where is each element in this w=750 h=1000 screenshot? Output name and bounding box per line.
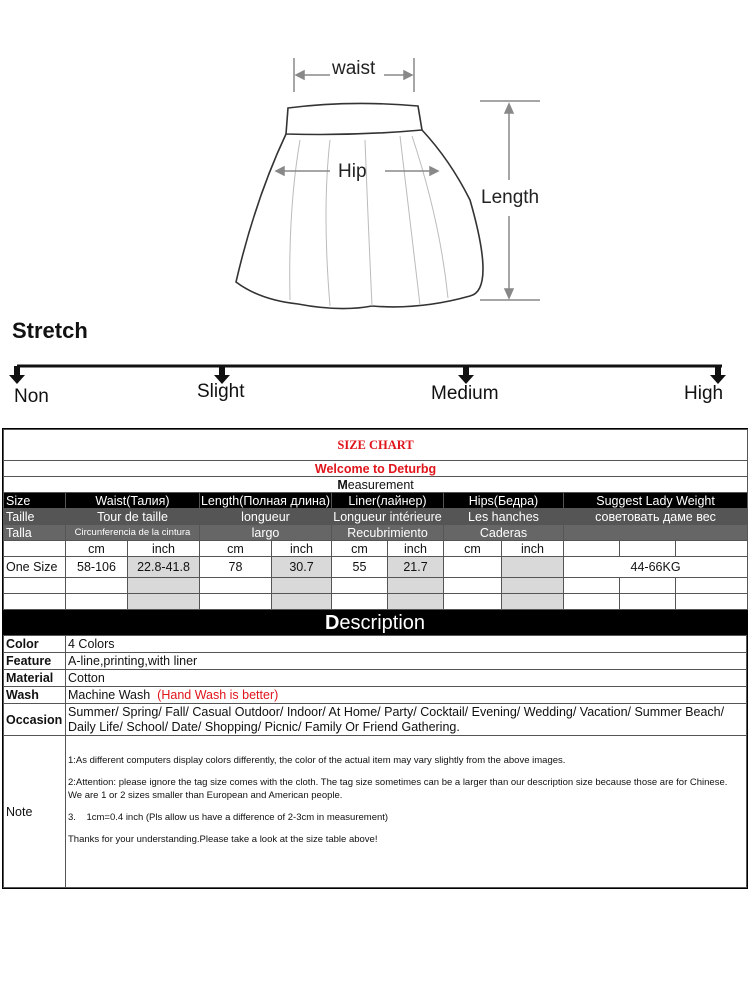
welcome-text: Welcome to Deturbg [4,461,748,477]
description-header: Description [3,610,747,635]
stretch-label-high: High [684,383,724,404]
size-table [3,429,748,610]
stretch-label-medium: Medium [431,383,499,404]
color-row [4,636,747,653]
table-row [4,594,748,610]
material-value: Cotton [66,670,747,687]
measurement-label: Measurement [4,477,748,493]
header-row-fr: Taille Tour de taille longueur Longueur intérieure Les hanches советовать даме вес [4,509,748,525]
table-row: One Size 58-106 22.8-41.8 78 30.7 55 21.7 44-66KG [4,557,748,578]
occasion-value: Summer/ Spring/ Fall/ Casual Outdoor/ Indoor/ At Home/ Party/ Cocktail/ Evening/ Wedding/ Vacation/ Summer Beach/ Daily Life/ School/ Date/ Shopping/ Picnic/ Family Or Friend Gathering. [66,704,747,736]
note-row [4,736,747,888]
feature-value: A-line,printing,with liner [66,653,747,670]
units-row: cm inch cm inch cm inch cm inch [4,541,748,557]
note-paragraph-4: Thanks for your understanding.Please take a look at the size table above! [68,834,378,845]
size-chart [2,428,748,889]
stretch-marker-non [9,375,25,384]
table-row [4,578,748,594]
wash-note: (Hand Wash is better) [157,688,279,702]
occasion-row [4,704,747,736]
note-label: Note [4,736,66,888]
note-paragraph-2: 2:Attention: please ignore the tag size comes with the cloth. The tag size sometimes can be a larger than our description size because those are for Chinese. We are 1 or 2 sizes smaller than European and American people. [68,777,728,801]
color-value: 4 Colors [66,636,747,653]
material-row [4,670,747,687]
header-row-es: Talla Circunferencia de la cintura largo Recubrimiento Caderas [4,525,748,541]
note-paragraph-1: 1:As different computers display colors differently, the color of the actual item may vary slightly from the above images. [68,755,566,766]
header-row-en: Size Waist(Талия) Length(Полная длина) Liner(лайнер) Hips(Бедра) Suggest Lady Weight [4,493,748,509]
material-label: Material [4,670,66,687]
hip-label: Hip [338,161,367,182]
occasion-label: Occasion [4,704,66,736]
color-label: Color [4,636,66,653]
feature-label: Feature [4,653,66,670]
stretch-label-non: Non [14,386,49,407]
stretch-title: Stretch [12,318,88,343]
feature-row [4,653,747,670]
waist-label: waist [332,58,376,79]
stretch-label-slight: Slight [197,381,245,402]
skirt-waistband [286,103,422,134]
length-label: Length [481,187,540,208]
wash-value: Machine Wash [68,688,151,702]
note-paragraph-3: 3. 1cm=0.4 inch (Pls allow us have a difference of 2-3cm in measurement) [68,812,389,823]
wash-label: Wash [4,687,66,704]
description-table [3,635,747,888]
skirt-measurement-diagram [0,0,750,320]
size-chart-title: SIZE CHART [4,430,748,461]
wash-row [4,687,747,704]
stretch-scale [0,355,750,390]
